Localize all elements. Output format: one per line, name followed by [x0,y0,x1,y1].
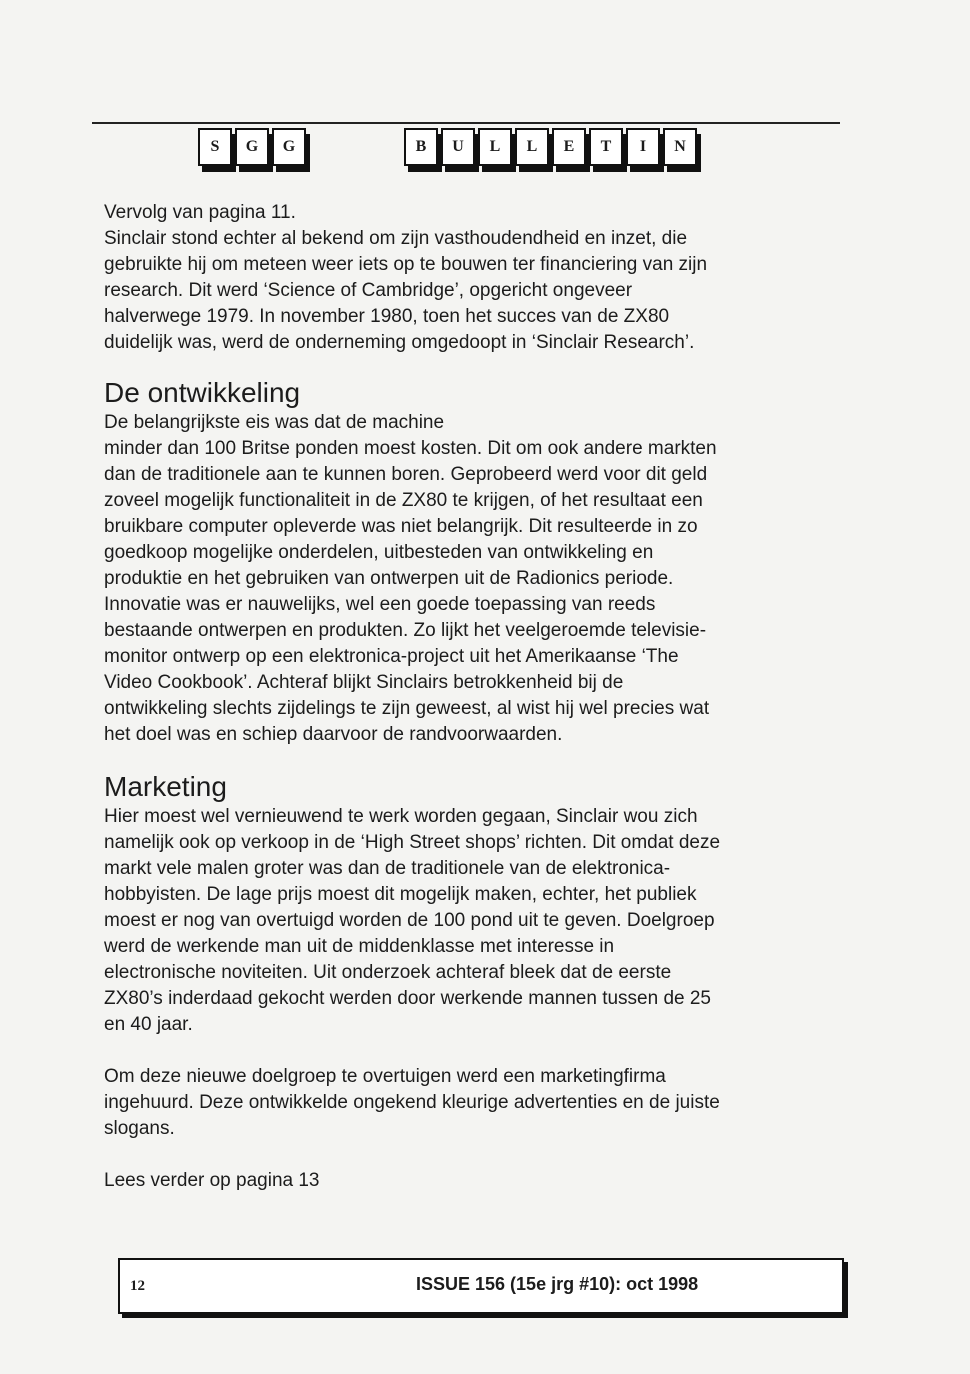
section-marketing-text-2 [104,1064,844,1142]
text-line: Sinclair stond echter al bekend om zijn vasthoudendheid en inzet, die [104,228,688,249]
text-line: en 40 jaar. [104,1014,193,1035]
section-marketing-text [104,804,844,1038]
section-heading-marketing: Marketing [104,771,227,802]
text-line: dan de traditionele aan te kunnen boren. Geprobeerd werd voor dit geld [104,464,708,485]
sgg-letter-box: G [272,128,306,166]
text-line: markt vele malen groter was dan de traditionele van de elektronica- [104,858,671,879]
masthead-bulletin [404,128,700,166]
continued-note: Lees verder op pagina 13 [104,1170,320,1191]
text-line: Vervolg van pagina 11. [104,202,296,223]
text-line: monitor ontwerp op een elektronica-project uit het Amerikaanse ‘The [104,646,679,667]
text-line: Innovatie was er nauwelijks, wel een goede toepassing van reeds [104,594,656,615]
bulletin-letter-box: U [441,128,475,166]
bulletin-letter-box: T [589,128,623,166]
text-line: moest er nog van overtuigd worden de 100 pond uit te geven. Doelgroep [104,910,715,931]
text-line: Om deze nieuwe doelgroep te overtuigen werd een marketingfirma [104,1066,666,1087]
bulletin-letter-box: I [626,128,660,166]
text-line: electronische noviteiten. Uit onderzoek achteraf bleek dat de eerste [104,962,672,983]
footer-bar [118,1258,844,1314]
text-line: namelijk ook op verkoop in de ‘High Street shops’ richten. Dit omdat deze [104,832,721,853]
bulletin-letter-box: L [515,128,549,166]
text-line: hobbyisten. De lage prijs moest dit mogelijk maken, echter, het publiek [104,884,697,905]
text-line: produktie en het gebruiken van ontwerpen uit de Radionics periode. [104,568,674,589]
text-line: ingehuurd. Deze ontwikkelde ongekend kleurige advertenties en de juiste [104,1092,720,1113]
text-line: duidelijk was, werd de onderneming omgedoopt in ‘Sinclair Research’. [104,332,695,353]
bulletin-letter-box: N [663,128,697,166]
text-line: minder dan 100 Britse ponden moest kosten. Dit om ook andere markten [104,438,717,459]
top-rule [92,122,840,124]
issue-label: ISSUE 156 (15e jrg #10): oct 1998 [416,1274,699,1294]
bulletin-letter-box: E [552,128,586,166]
text-line: ZX80’s inderdaad gekocht werden door werkende mannen tussen de 25 [104,988,711,1009]
text-line: De belangrijkste eis was dat de machine [104,412,445,433]
intro-paragraph [104,200,844,356]
text-line: gebruikte hij om meteen weer iets op te bouwen ter financiering van zijn [104,254,708,275]
text-line: bestaande ontwerpen en produkten. Zo lijkt het veelgeroemde televisie- [104,620,707,641]
text-line: werd de werkende man uit de middenklasse met interesse in [104,936,615,957]
bulletin-letter-box: B [404,128,438,166]
text-line: bruikbare computer opleverde was niet belangrijk. Dit resulteerde in zo [104,516,698,537]
sgg-letter-box: G [235,128,269,166]
page-number: 12 [130,1278,145,1294]
masthead-sgg [198,128,309,166]
text-line: zoveel mogelijk functionaliteit in de ZX80 te krijgen, of het resultaat een [104,490,703,511]
text-line: goedkoop mogelijke onderdelen, uitbesteden van ontwikkeling en [104,542,654,563]
section-heading-ontwikkeling: De ontwikkeling [104,377,301,408]
text-line: slogans. [104,1118,175,1139]
text-line: het doel was en schiep daarvoor de randvoorwaarden. [104,724,563,745]
section-ontwikkeling-text [104,410,844,748]
text-line: ontwikkeling slechts zijdelings te zijn geweest, al wist hij wel precies wat [104,698,710,719]
bulletin-letter-box: L [478,128,512,166]
text-line: Hier moest wel vernieuwend te werk worden gegaan, Sinclair wou zich [104,806,698,827]
text-line: Video Cookbook’. Achteraf blijkt Sinclairs betrokkenheid bij de [104,672,624,693]
article-body [104,200,844,1194]
sgg-letter-box: S [198,128,232,166]
text-line: research. Dit werd ‘Science of Cambridge’, opgericht ongeveer [104,280,633,301]
text-line: halverwege 1979. In november 1980, toen het succes van de ZX80 [104,306,670,327]
